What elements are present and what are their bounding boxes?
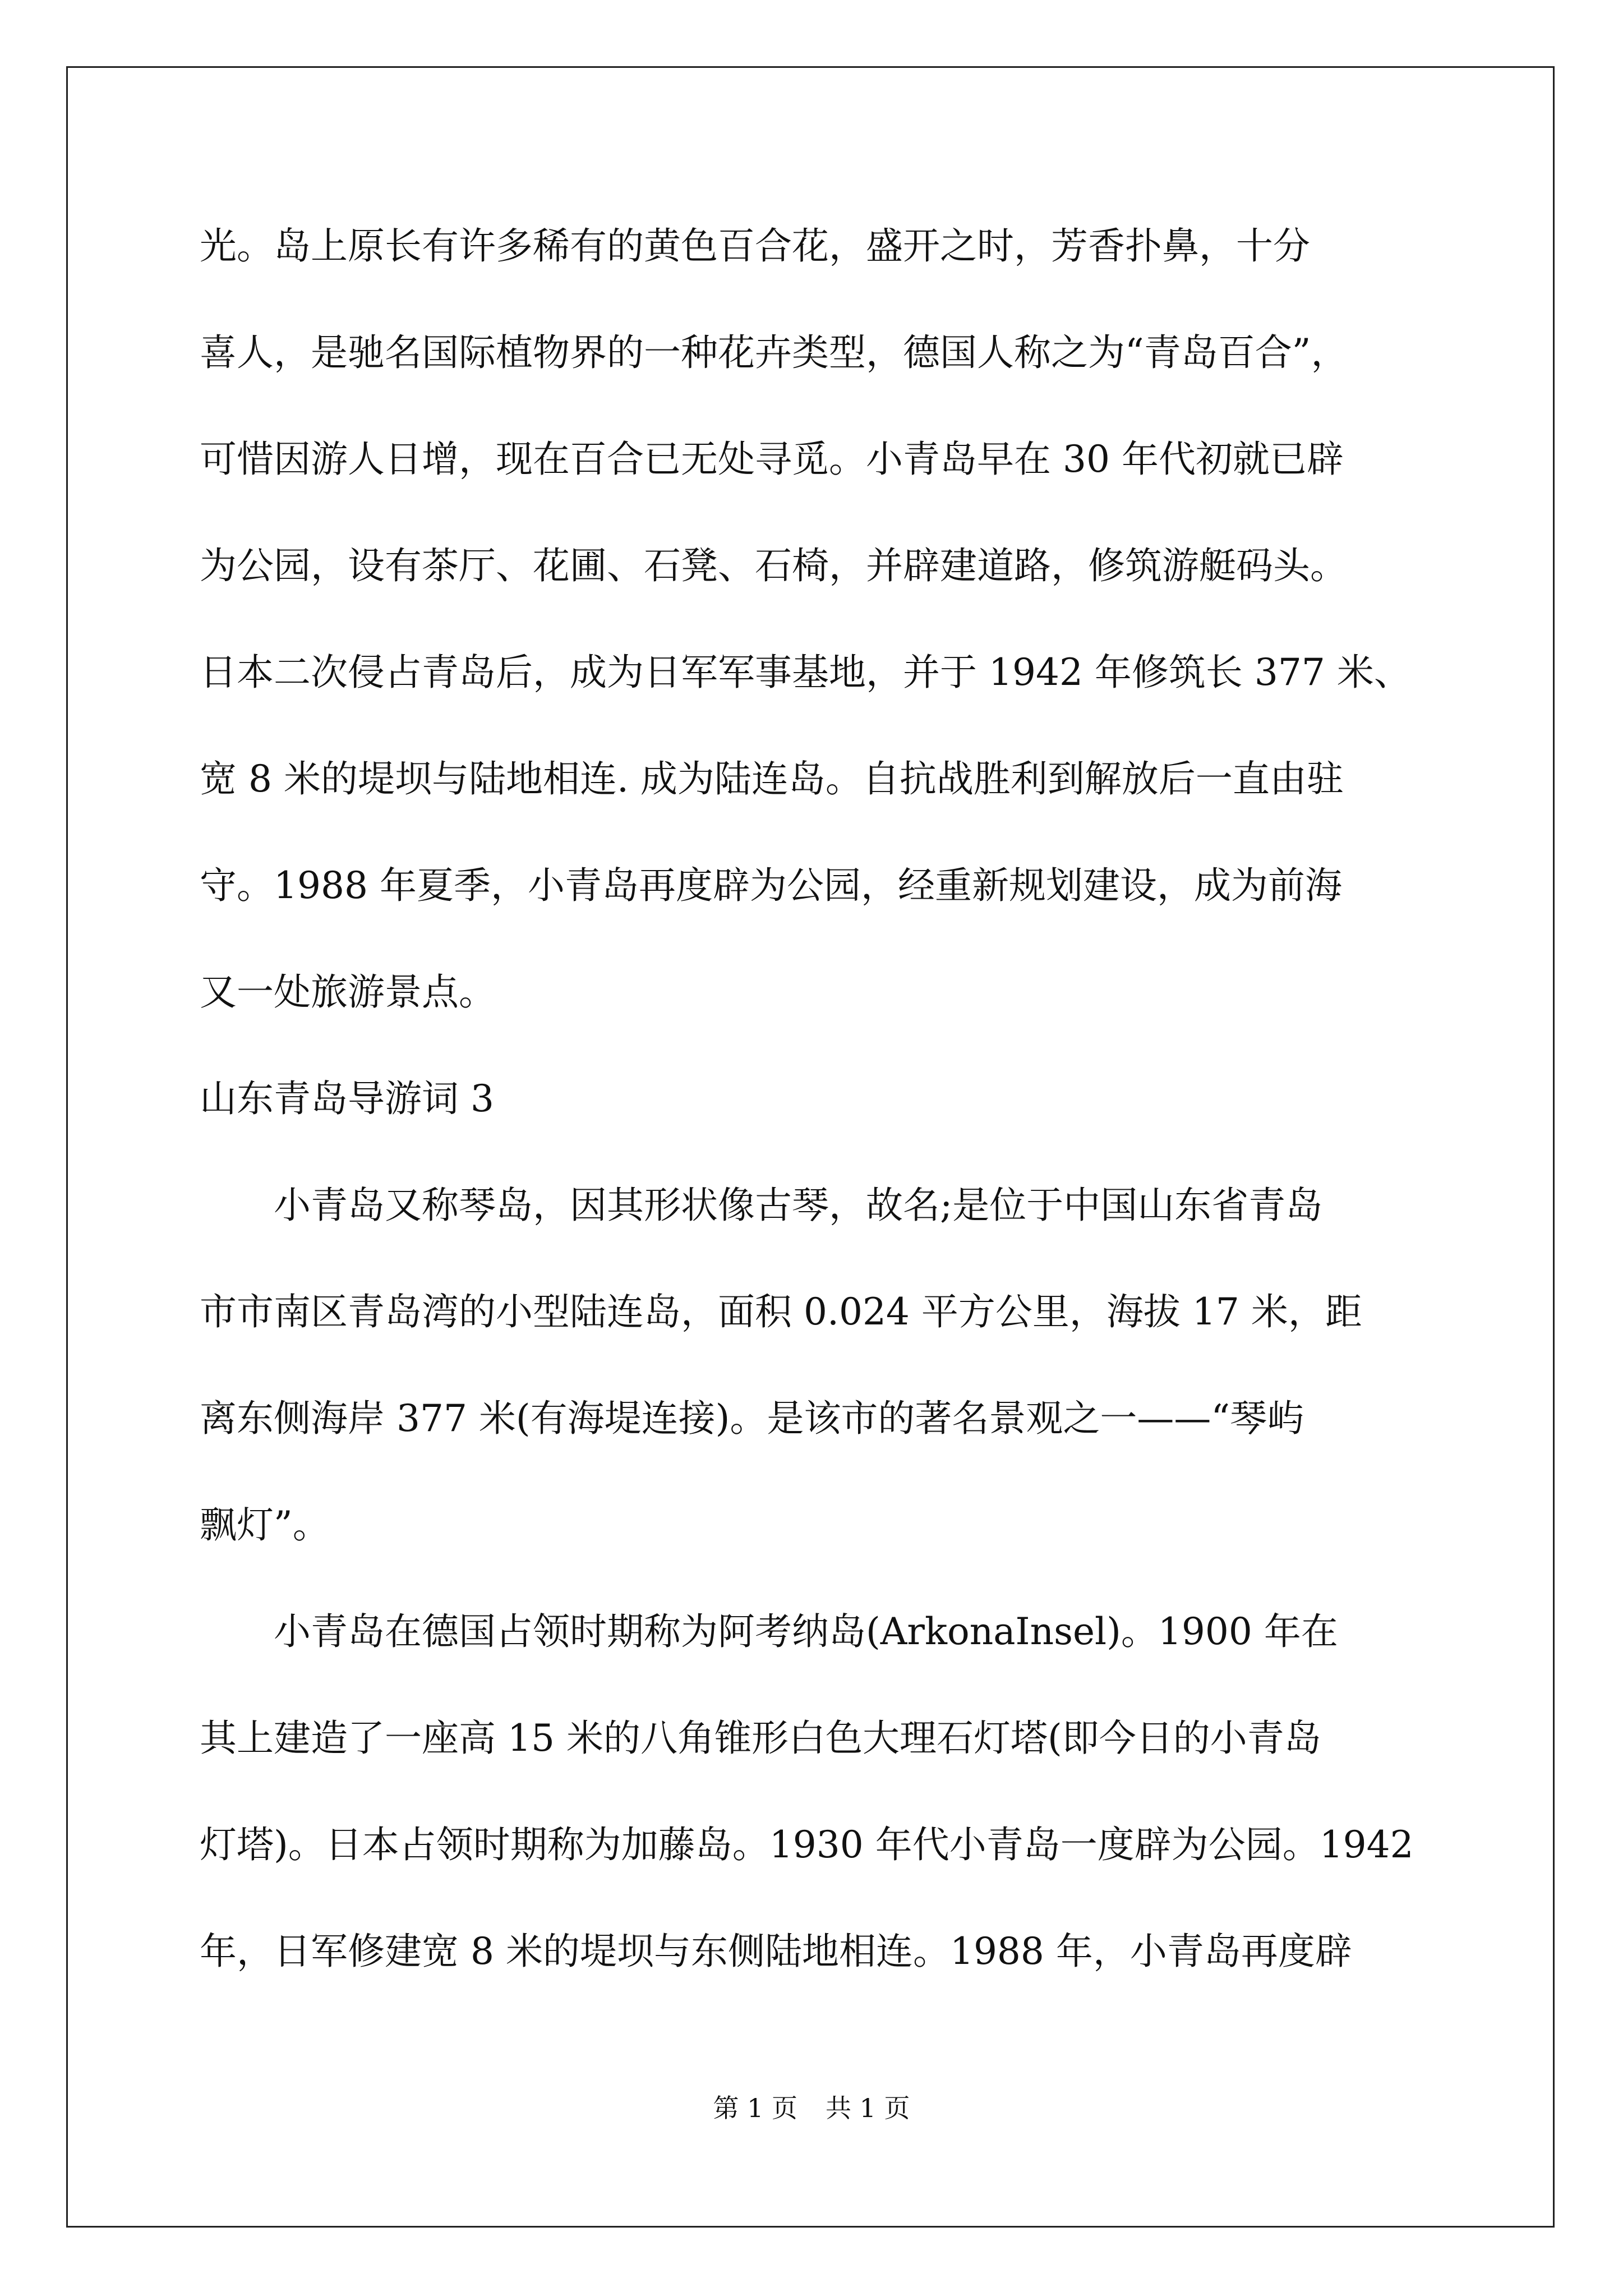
section-heading: 山东青岛导游词 3 — [200, 1077, 494, 1120]
text-line: 其上建造了一座高 15 米的八角锥形白色大理石灯塔(即今日的小青岛 — [200, 1717, 1321, 1760]
text-line: 离东侧海岸 377 米(有海堤连接)。是该市的著名景观之一——“琴屿 — [200, 1397, 1304, 1440]
text-line: 飘灯”。 — [200, 1503, 330, 1547]
text-line: 守。1988 年夏季，小青岛再度辟为公园，经重新规划建设，成为前海 — [200, 864, 1342, 907]
text-line: 市市南区青岛湾的小型陆连岛，面积 0.024 平方公里，海拔 17 米，距 — [200, 1290, 1362, 1333]
text-line: 可惜因游人日增，现在百合已无处寻觅。小青岛早在 30 年代初就已辟 — [200, 438, 1344, 481]
paragraph-first-line: 小青岛又称琴岛，因其形状像古琴，故名;是位于中国山东省青岛 — [274, 1184, 1323, 1227]
total-pages: 共 1 页 — [826, 2093, 910, 2123]
text-line: 喜人，是驰名国际植物界的一种花卉类型，德国人称之为“青岛百合”， — [200, 331, 1348, 374]
document-body — [200, 206, 1428, 2018]
paragraph-first-line: 小青岛在德国占领时期称为阿考纳岛(ArkonaInsel)。1900 年在 — [274, 1610, 1338, 1653]
text-line: 又一处旅游景点。 — [200, 970, 496, 1014]
page-number: 第 1 页 — [713, 2093, 797, 2123]
text-line: 年，日军修建宽 8 米的堤坝与东侧陆地相连。1988 年，小青岛再度辟 — [200, 1930, 1352, 1973]
page-footer — [0, 2091, 1623, 2125]
text-line: 灯塔)。日本占领时期称为加藤岛。1930 年代小青岛一度辟为公园。1942 — [200, 1823, 1414, 1866]
text-line: 光。岛上原长有许多稀有的黄色百合花，盛开之时，芳香扑鼻，十分 — [200, 224, 1310, 268]
text-line: 日本二次侵占青岛后，成为日军军事基地，并于 1942 年修筑长 377 米、 — [200, 651, 1411, 694]
text-line: 宽 8 米的堤坝与陆地相连. 成为陆连岛。自抗战胜利到解放后一直由驻 — [200, 757, 1344, 800]
text-line: 为公园，设有茶厅、花圃、石凳、石椅，并辟建道路，修筑游艇码头。 — [200, 544, 1347, 587]
